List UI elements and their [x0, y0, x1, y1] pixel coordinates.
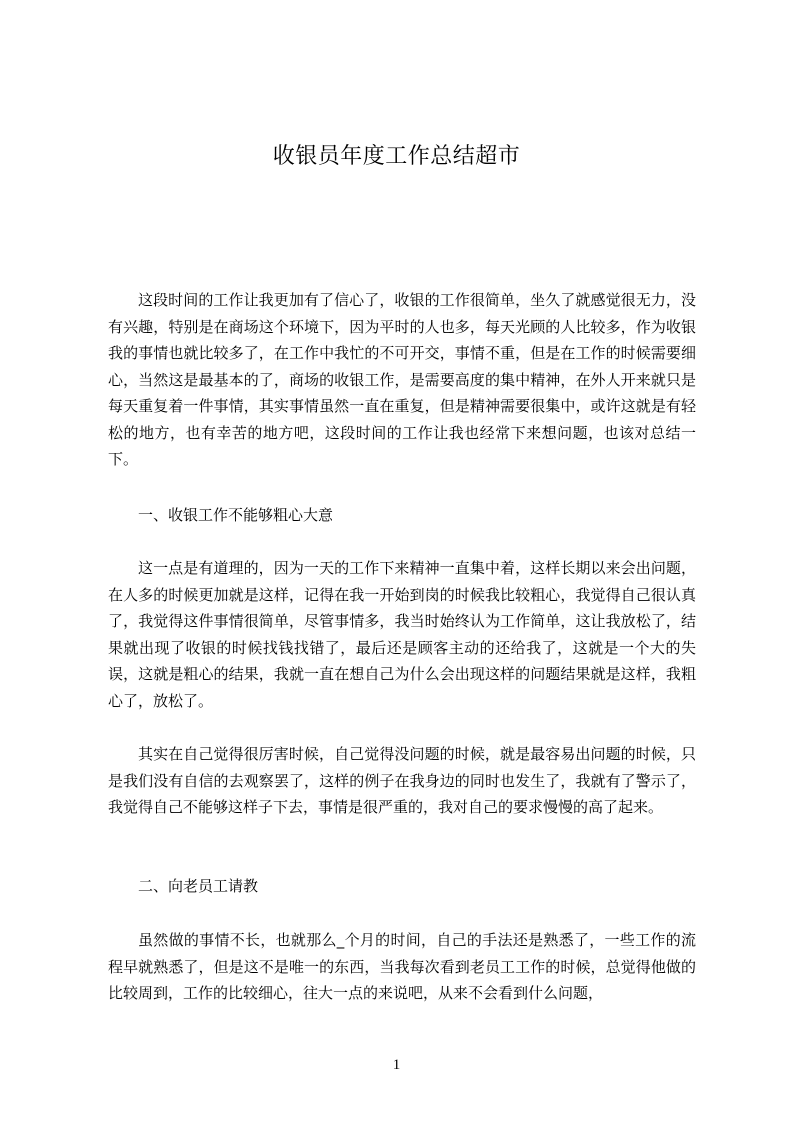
section-heading-1: 一、收银工作不能够粗心大意	[138, 506, 334, 524]
document-body	[108, 287, 696, 473]
paragraph-confidence: 其实在自己觉得很厉害时候，自己觉得没问题的时候，就是最容易出问题的时候，只是我们没有自信的去观察罢了，这样的例子在我身边的同时也发生了，我就有了警示了，我觉得自己不能够这样子下去，事情是很严重的，我对自己的要求慢慢的高了起来。	[108, 745, 696, 816]
section-heading-2: 二、向老员工请教	[138, 877, 259, 895]
paragraph-careless: 这一点是有道理的，因为一天的工作下来精神一直集中着，这样长期以来会出问题，在人多的时候更加就是这样，记得在我一开始到岗的时候我比较粗心，我觉得自己很认真了，我觉得这件事情很简单，尽管事情多，我当时始终认为工作简单，这让我放松了，结果就出现了收银的时候找钱找错了，最后还是顾客主动的还给我了，这就是一个大的失误，这就是粗心的结果，我就一直在想自己为什么会出现这样的问题结果就是这样，我粗心了，放松了。	[108, 559, 696, 710]
paragraph-intro: 这段时间的工作让我更加有了信心了，收银的工作很简单，坐久了就感觉很无力，没有兴趣，特别是在商场这个环境下，因为平时的人也多，每天光顾的人比较多，作为收银我的事情也就比较多了，在工作中我忙的不可开交，事情不重，但是在工作的时候需要细心，当然这是最基本的了，商场的收银工作，是需要高度的集中精神，在外人开来就只是每天重复着一件事情，其实事情虽然一直在重复，但是精神需要很集中，或许这就是有轻松的地方，也有幸苦的地方吧，这段时间的工作让我也经常下来想问题，也该对总结一下。	[108, 291, 696, 468]
section-heading-1-wrap	[108, 502, 696, 529]
paragraph-confidence-wrap	[108, 741, 696, 821]
document-title: 收银员年度工作总结超市	[272, 144, 521, 169]
section-heading-2-wrap	[108, 873, 696, 900]
paragraph-senior-staff: 虽然做的事情不长，也就那么_个月的时间，自己的手法还是熟悉了，一些工作的流程早就熟悉了，但是这不是唯一的东西，当我每次看到老员工工作的时候，总觉得他做的比较周到，工作的比较细心，往大一点的来说吧，从来不会看到什么问题，	[108, 931, 696, 1002]
page-number: 1	[392, 1057, 401, 1073]
paragraph-senior-staff-wrap	[108, 927, 696, 1007]
paragraph-careless-wrap	[108, 555, 696, 714]
